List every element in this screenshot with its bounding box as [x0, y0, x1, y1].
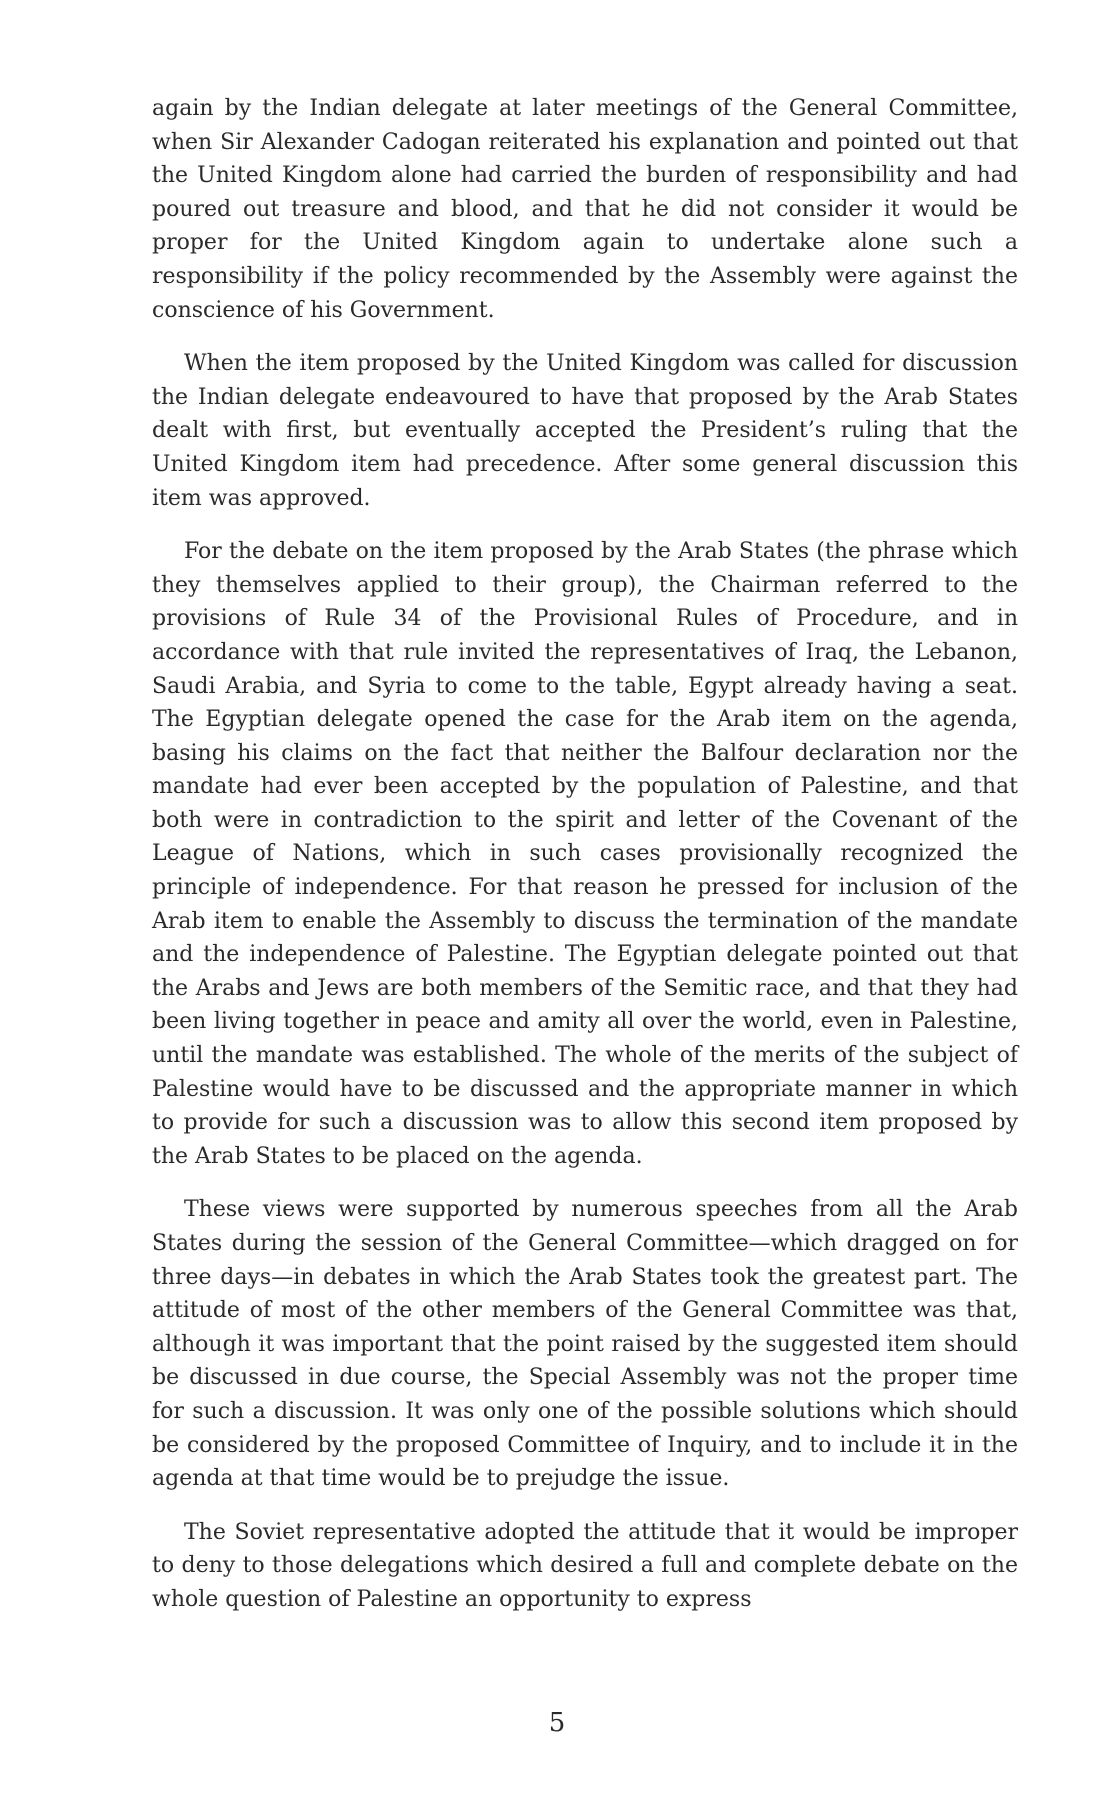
paragraph-5: The Soviet representative adopted the attitude that it would be improper to deny to those delegations which desired a full and complete debate on the whole question of Palestine an opportunity to express [152, 1519, 1018, 1612]
paragraph-2: When the item proposed by the United Kingdom was called for discussion the Indian delegate endeavoured to have that proposed by the Arab States dealt with first, but eventually accepted the President’s ruling that the United Kingdom item had precedence. After some general discussion this item was approved. [152, 351, 1018, 511]
paragraph-1: again by the Indian delegate at later meetings of the General Committee, when Sir Alexander Cadogan reiterated his explanation and pointed out that the United Kingdom alone had carried the burden of responsibility and had poured out treasure and blood, and that he did not consider it would be proper for the United Kingdom again to undertake alone such a responsibility if the policy recommended by the Assembly were against the conscience of his Government. [152, 96, 1018, 323]
paragraph-3: For the debate on the item proposed by the Arab States (the phrase which they themselves applied to their group), the Chairman referred to the provisions of Rule 34 of the Provisional Rules of Procedure, and in accordance with that rule invited the representatives of Iraq, the Lebanon, Saudi Arabia, and Syria to come to the table, Egypt already having a seat. The Egyptian delegate opened the case for the Arab item on the agenda, basing his claims on the fact that neither the Balfour declaration nor the mandate had ever been accepted by the population of Palestine, and that both were in contradiction to the spirit and letter of the Covenant of the League of Nations, which in such cases provisionally recognized the principle of independence. For that reason he pressed for inclusion of the Arab item to enable the Assembly to discuss the termination of the mandate and the independence of Palestine. The Egyptian delegate pointed out that the Arabs and Jews are both members of the Semitic race, and that they had been living together in peace and amity all over the world, even in Palestine, until the mandate was established. The whole of the merits of the subject of Palestine would have to be discussed and the appropriate manner in which to provide for such a discussion was to allow this second item proposed by the Arab States to be placed on the agenda. [152, 539, 1018, 1169]
page-number: 5 [548, 1708, 566, 1738]
document-page [152, 92, 1018, 1637]
paragraph-4: These views were supported by numerous speeches from all the Arab States during the session of the General Committee—which dragged on for three days—in debates in which the Arab States took the greatest part. The attitude of most of the other members of the General Committee was that, although it was important that the point raised by the suggested item should be discussed in due course, the Special Assembly was not the proper time for such a discussion. It was only one of the possible solutions which should be considered by the proposed Committee of Inquiry, and to include it in the agenda at that time would be to prejudge the issue. [152, 1197, 1018, 1492]
